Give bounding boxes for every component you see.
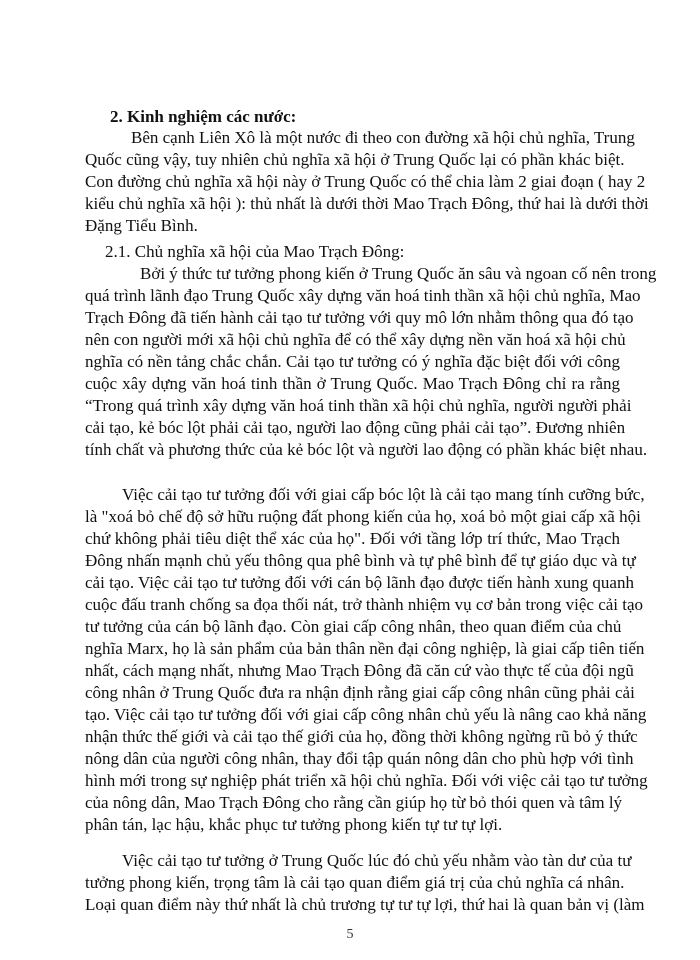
- text-line: Con đường chủ nghĩa xã hội này ở Trung Quốc có thể chia làm 2 giai đoạn ( hay 2: [85, 172, 646, 191]
- text-line: nhận thức thế giới và cải tạo thế giới của họ, đồng thời không ngừng rũ bỏ ý thức: [85, 727, 638, 746]
- text-line: Quốc cũng vậy, tuy nhiên chủ nghĩa xã hội ở Trung Quốc lại có phần khác biệt.: [85, 150, 625, 169]
- page-number: 5: [346, 927, 354, 942]
- section-heading: 2. Kinh nghiệm các nước:: [110, 107, 297, 126]
- text-line: nghĩa Marx, họ là sản phẩm của bản thân nền đại công nghiệp, là giai cấp tiên tiến: [85, 639, 645, 658]
- text-line: Việc cải tạo tư tưởng ở Trung Quốc lúc đó chủ yếu nhằm vào tàn dư của tư: [122, 851, 632, 870]
- text-line: cải tạo, kẻ bóc lột phải cải tạo, người lao động cũng phải cải tạo”. Đương nhiên: [85, 418, 626, 437]
- text-line: tạo. Việc cải tạo tư tưởng đối với giai cấp công nhân chủ yếu là nâng cao khả năng: [85, 705, 647, 724]
- text-line: Bên cạnh Liên Xô là một nước đi theo con đường xã hội chủ nghĩa, Trung: [131, 128, 635, 147]
- text-line: nhất, cách mạng nhất, nhưng Mao Trạch Đông đã căn cứ vào thực tế của đội ngũ: [85, 661, 634, 680]
- text-line: tính chất và phương thức của kẻ bóc lột và người lao động có phần khác biệt nhau.: [85, 440, 648, 459]
- text-line: kiểu chủ nghĩa xã hội ): thủ nhất là dưới thời Mao Trạch Đông, thứ hai là dưới thời: [85, 194, 649, 213]
- text-line: công nhân ở Trung Quốc đưa ra nhận định rằng giai cấp công nhân cũng phải cải: [85, 683, 635, 702]
- text-line: phân tán, lạc hậu, khắc phục tư tưởng phong kiến tự tư tự lợi.: [85, 815, 503, 834]
- text-line: Việc cải tạo tư tưởng đối với giai cấp bóc lột là cải tạo mang tính cưỡng bức,: [122, 485, 645, 504]
- text-line: hình mới trong sự nghiệp phát triển xã hội chủ nghĩa. Đối với việc cải tạo tư tưởng: [85, 771, 648, 790]
- text-line: Đông nhấn mạnh chủ yếu thông qua phê bình và tự phê bình để tự giáo dục và tự: [85, 551, 636, 570]
- text-line: tưởng phong kiến, trọng tâm là cải tạo quan điểm giá trị của chủ nghĩa cá nhân.: [85, 873, 625, 892]
- text-line: nên con người mới xã hội chủ nghĩa để có thể xây dựng nền văn hoá xã hội chủ: [85, 330, 626, 349]
- text-line: chứ không phải tiêu diệt thể xác của họ". Đối với tầng lớp trí thức, Mao Trạch: [85, 529, 620, 548]
- subsection-heading: 2.1. Chủ nghĩa xã hội của Mao Trạch Đông:: [105, 242, 405, 261]
- text-line: nghĩa có nền tảng chắc chắn. Cải tạo tư tưởng có ý nghĩa đặc biệt đối với công: [85, 352, 620, 371]
- text-line: tư tưởng của cán bộ lãnh đạo. Còn giai cấp công nhân, theo quan điểm của chủ: [85, 617, 622, 636]
- text-line: Bởi ý thức tư tưởng phong kiến ở Trung Quốc ăn sâu và ngoan cố nên trong: [140, 264, 657, 283]
- text-line: cuộc đấu tranh chống sa đọa thối nát, trở thành nhiệm vụ cơ bản trong việc cải tạo: [85, 595, 644, 614]
- text-line: cuộc xây dựng văn hoá tinh thần ở Trung Quốc. Mao Trạch Đông chỉ ra rằng: [85, 374, 620, 393]
- text-line: cải tạo. Việc cải tạo tư tưởng đối với cán bộ lãnh đạo được tiến hành xung quanh: [85, 573, 634, 592]
- text-line: Đặng Tiểu Bình.: [85, 216, 198, 235]
- text-line: quá trình lãnh đạo Trung Quốc xây dựng văn hoá tinh thần xã hội chủ nghĩa, Mao: [85, 286, 641, 305]
- text-line: là "xoá bỏ chế độ sở hữu ruộng đất phong kiến của họ, xoá bỏ một giai cấp xã hội: [85, 507, 641, 526]
- text-line: Loại quan điểm này thứ nhất là chủ trương tự tư tự lợi, thứ hai là quan bản vị (làm: [85, 895, 645, 914]
- text-line: Trạch Đông đã tiến hành cải tạo tư tưởng với quy mô lớn nhằm thông qua đó tạo: [85, 308, 634, 327]
- text-line: của nông dân, Mao Trạch Đông cho rằng cần giúp họ từ bỏ thói quen và tâm lý: [85, 793, 623, 812]
- text-line: “Trong quá trình xây dựng văn hoá tinh thần xã hội chủ nghĩa, người người phải: [85, 396, 632, 415]
- text-line: nông dân của người công nhân, thay đổi tập quán nông dân cho phù hợp với tình: [85, 749, 634, 768]
